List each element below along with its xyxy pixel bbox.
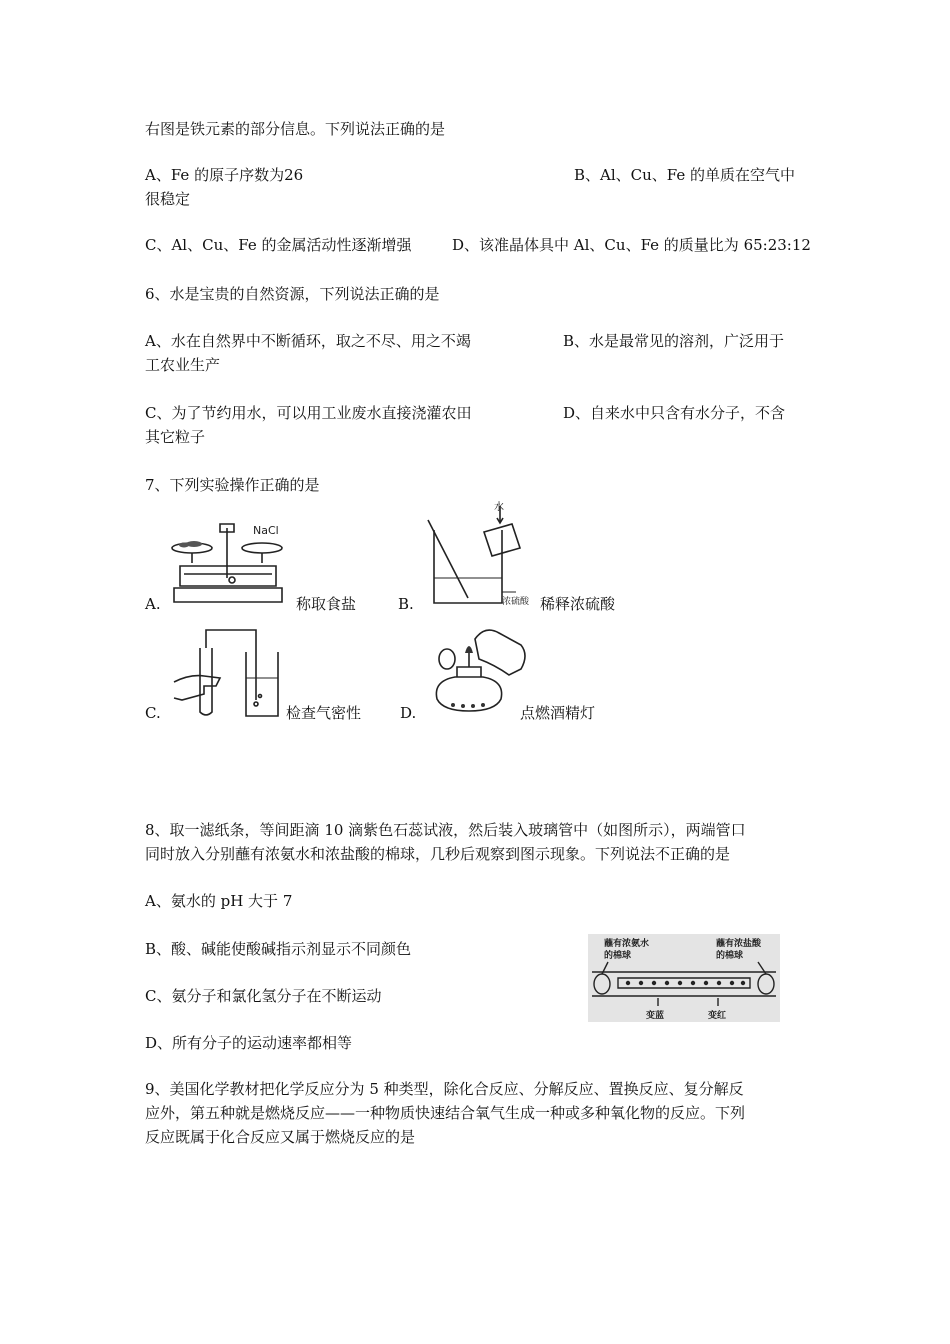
alcohol-lamp-figure bbox=[425, 625, 533, 723]
question-8-option-d: D、所有分子的运动速率都相等 bbox=[145, 1034, 353, 1052]
question-7-stem: 7、下列实验操作正确的是 bbox=[145, 476, 320, 494]
question-7-caption-b: 稀释浓硫酸 bbox=[540, 595, 616, 613]
water-label: 水 bbox=[494, 502, 504, 513]
option-b-continued: 很稳定 bbox=[145, 190, 191, 208]
balance-figure bbox=[170, 518, 290, 610]
question-8-stem: 8、取一滤纸条，等间距滴 10 滴紫色石蕊试液，然后装入玻璃管中（如图所示），两端管口 bbox=[145, 821, 746, 839]
ammonia-label-2: 的棉球 bbox=[604, 951, 632, 961]
beaker-dilution-figure bbox=[420, 500, 538, 610]
question-7-caption-a: 称取食盐 bbox=[296, 595, 357, 613]
question-7-caption-d: 点燃酒精灯 bbox=[520, 704, 596, 722]
question-6-option-d-continued: 其它粒子 bbox=[145, 428, 206, 446]
question-7-letter-b: B. bbox=[398, 595, 414, 613]
question-8-option-c: C、氨分子和氯化氢分子在不断运动 bbox=[145, 987, 382, 1005]
question-6-stem: 6、水是宝贵的自然资源，下列说法正确的是 bbox=[145, 285, 440, 303]
hcl-label: 蘸有浓盐酸 bbox=[716, 939, 762, 949]
glass-tube-figure bbox=[588, 934, 780, 1022]
acid-label: 浓硫酸 bbox=[502, 597, 530, 607]
airtightness-figure bbox=[170, 620, 290, 720]
question-9-stem-3: 反应既属于化合反应又属于燃烧反应的是 bbox=[145, 1128, 416, 1146]
question-9-stem: 9、美国化学教材把化学反应分为 5 种类型，除化合反应、分解反应、置换反应、复分解反 bbox=[145, 1080, 744, 1098]
question-9-stem-2: 应外，第五种就是燃烧反应——一种物质快速结合氧气生成一种或多种氧化物的反应。下列 bbox=[145, 1104, 746, 1122]
option-b: B、Al、Cu、Fe 的单质在空气中 bbox=[574, 166, 796, 184]
option-d: D、该准晶体具中 Al、Cu、Fe 的质量比为 65:23:12 bbox=[452, 236, 811, 254]
question-7-letter-c: C. bbox=[145, 704, 161, 722]
ammonia-label: 蘸有浓氨水 bbox=[604, 939, 650, 949]
question-8-option-a: A、氨水的 pH 大于 7 bbox=[145, 892, 293, 910]
question-stem: 右图是铁元素的部分信息。下列说法正确的是 bbox=[145, 120, 446, 138]
option-a: A、Fe 的原子序数为26 bbox=[145, 166, 304, 184]
question-8-stem-continued: 同时放入分别蘸有浓氨水和浓盐酸的棉球，几秒后观察到图示现象。下列说法不正确的是 bbox=[145, 845, 731, 863]
question-6-option-a: A、水在自然界中不断循环，取之不尽、用之不竭 bbox=[145, 332, 471, 350]
question-7-letter-a: A. bbox=[145, 595, 161, 613]
question-6-option-c: C、为了节约用水，可以用工业废水直接浇灌农田 bbox=[145, 404, 472, 422]
question-7-letter-d: D. bbox=[400, 704, 417, 722]
turns-red-label: 变红 bbox=[708, 1011, 727, 1021]
question-7-caption-c: 检查气密性 bbox=[286, 704, 362, 722]
option-c: C、Al、Cu、Fe 的金属活动性逐渐增强 bbox=[145, 236, 412, 254]
turns-blue-label: 变蓝 bbox=[646, 1011, 665, 1021]
hcl-label-2: 的棉球 bbox=[716, 951, 744, 961]
question-8-option-b: B、酸、碱能使酸碱指示剂显示不同颜色 bbox=[145, 940, 412, 958]
question-6-option-b: B、水是最常见的溶剂，广泛用于 bbox=[563, 332, 785, 350]
question-6-option-d: D、自来水中只含有水分子，不含 bbox=[563, 404, 786, 422]
question-6-option-b-continued: 工农业生产 bbox=[145, 356, 221, 374]
nacl-label: NaCl bbox=[253, 524, 279, 537]
